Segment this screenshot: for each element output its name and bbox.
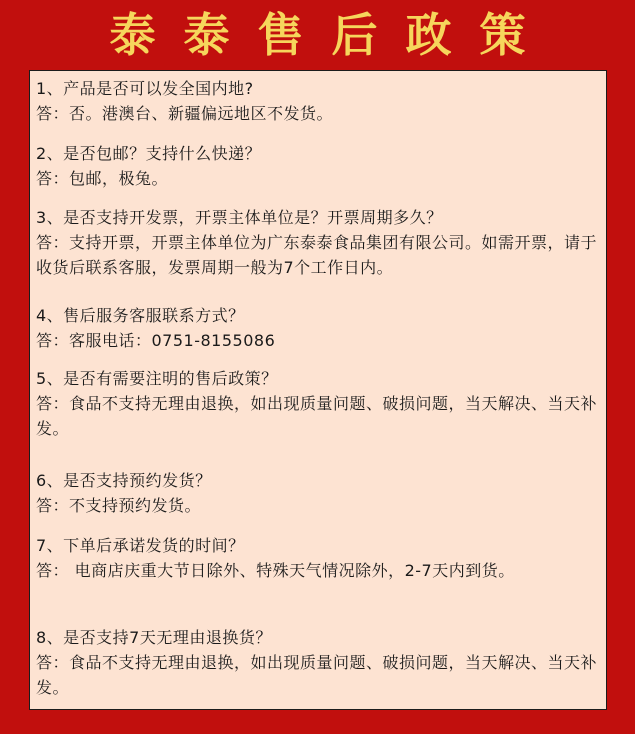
policy-question-5: 5、是否有需要注明的售后政策？ xyxy=(36,369,278,388)
page-title: 泰泰售后政策 xyxy=(109,8,554,62)
policy-answer-8: 答：食品不支持无理由退换，如出现质量问题、破损问题，当天解决、当天补发。 xyxy=(36,653,598,697)
policy-item-6 xyxy=(36,468,598,518)
policy-answer-4: 答：客服电话：0751-8155086 xyxy=(36,331,276,350)
policy-question-3: 3、是否支持开发票，开票主体单位是？开票周期多久？ xyxy=(36,208,443,227)
policy-item-5 xyxy=(36,366,598,441)
policy-item-2 xyxy=(36,141,598,191)
policy-answer-1: 答：否。港澳台、新疆偏远地区不发货。 xyxy=(36,104,334,123)
policy-question-2: 2、是否包邮？支持什么快递？ xyxy=(36,144,262,163)
policy-answer-7: 答： 电商店庆重大节日除外、特殊天气情况除外，2-7天内到货。 xyxy=(36,561,515,580)
policy-item-3 xyxy=(36,205,598,280)
policy-question-4: 4、售后服务客服联系方式？ xyxy=(36,306,245,325)
policy-question-6: 6、是否支持预约发货？ xyxy=(36,471,212,490)
policy-item-8 xyxy=(36,625,598,700)
policy-item-1 xyxy=(36,76,598,126)
policy-answer-3: 答：支持开票，开票主体单位为广东泰泰食品集团有限公司。如需开票，请于收货后联系客服，发票周期一般为7个工作日内。 xyxy=(36,233,598,277)
policy-question-7: 7、下单后承诺发货的时间？ xyxy=(36,536,245,555)
policy-question-8: 8、是否支持7天无理由退换货？ xyxy=(36,628,272,647)
policy-question-1: 1、产品是否可以发全国内地? xyxy=(36,79,254,98)
policy-item-4 xyxy=(36,303,598,353)
policy-content-panel xyxy=(29,70,607,710)
policy-answer-5: 答：食品不支持无理由退换，如出现质量问题、破损问题，当天解决、当天补发。 xyxy=(36,394,598,438)
policy-item-7 xyxy=(36,533,598,583)
policy-answer-6: 答：不支持预约发货。 xyxy=(36,496,202,515)
policy-answer-2: 答：包邮，极兔。 xyxy=(36,169,169,188)
